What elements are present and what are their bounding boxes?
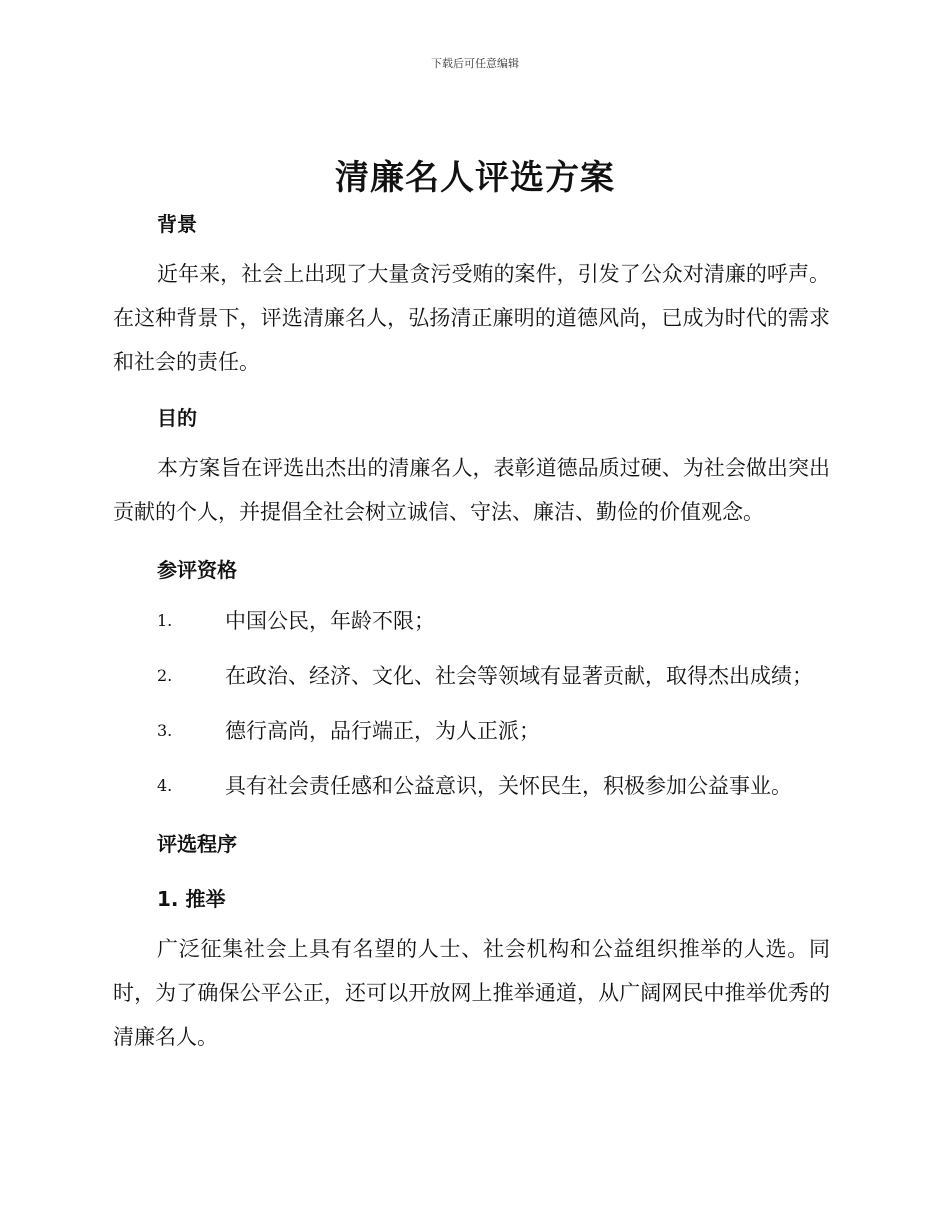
list-item-number: 1.: [157, 611, 173, 630]
list-item-text: 在政治、经济、文化、社会等领域有显著贡献，取得杰出成绩；: [225, 664, 813, 688]
list-item-number: 2.: [157, 666, 173, 685]
heading-procedure: 评选程序: [157, 832, 237, 856]
list-item: [157, 771, 837, 801]
heading-background: 背景: [157, 212, 197, 236]
heading-purpose: 目的: [157, 406, 197, 430]
document-title: 清廉名人评选方案: [335, 158, 615, 198]
list-item: [157, 606, 837, 636]
page-header-note: 下载后可任意编辑: [431, 57, 519, 70]
heading-eligibility: 参评资格: [157, 558, 237, 582]
list-item-number: 4.: [157, 776, 173, 795]
subheading-nomination: 1. 推举: [157, 887, 226, 911]
list-item-text: 具有社会责任感和公益意识，关怀民生，积极参加公益事业。: [225, 774, 792, 798]
paragraph-nomination: 广泛征集社会上具有名望的人士、社会机构和公益组织推举的人选。同时，为了确保公平公正，还可以开放网上推举通道，从广阔网民中推举优秀的清廉名人。: [113, 937, 830, 1049]
list-item-text: 中国公民，年龄不限；: [225, 609, 435, 633]
list-item: [157, 716, 837, 746]
list-item-text: 德行高尚，品行端正，为人正派；: [225, 719, 540, 743]
list-item: [157, 661, 837, 691]
paragraph-background: 近年来，社会上出现了大量贪污受贿的案件，引发了公众对清廉的呼声。在这种背景下，评选清廉名人，弘扬清正廉明的道德风尚，已成为时代的需求和社会的责任。: [113, 262, 830, 374]
paragraph-purpose: 本方案旨在评选出杰出的清廉名人，表彰道德品质过硬、为社会做出突出贡献的个人，并提倡全社会树立诚信、守法、廉洁、勤俭的价值观念。: [113, 456, 830, 524]
list-item-number: 3.: [157, 721, 173, 740]
